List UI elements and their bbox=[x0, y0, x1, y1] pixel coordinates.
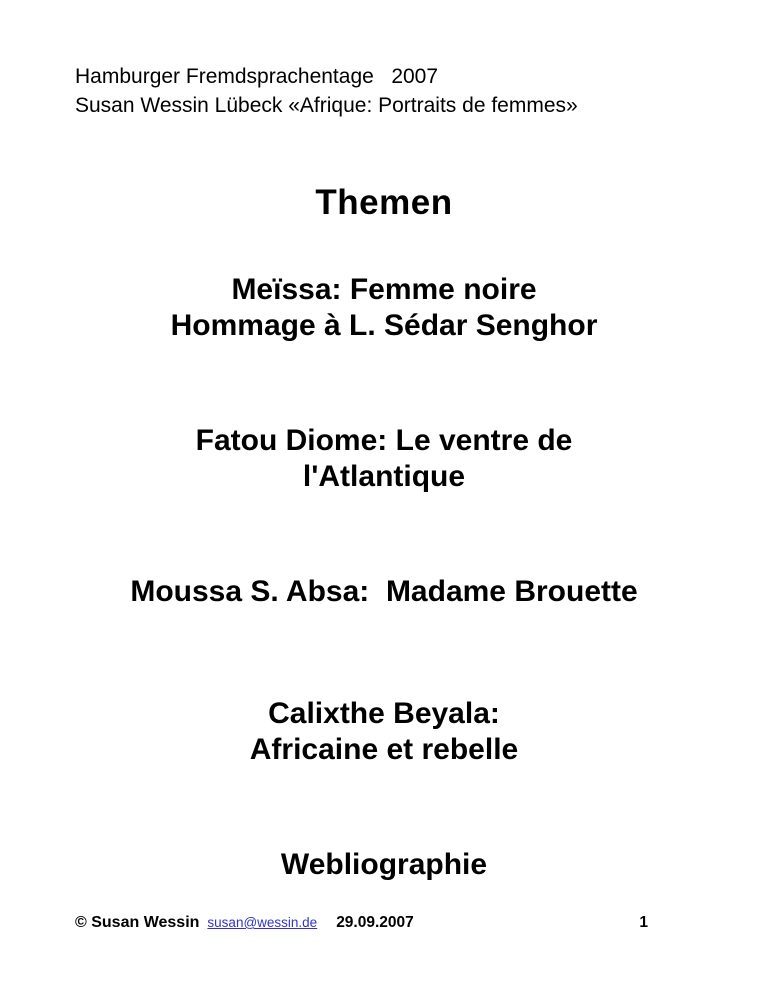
topic-line: Moussa S. Absa: Madame Brouette bbox=[130, 575, 638, 608]
footer-date: 29.09.2007 bbox=[336, 914, 414, 931]
topics-list bbox=[75, 272, 693, 883]
footer-left-group bbox=[75, 914, 414, 932]
topic-webliographie bbox=[75, 847, 693, 883]
topic-line: Fatou Diome: Le ventre de bbox=[195, 424, 573, 457]
header-line-event: Hamburger Fremdsprachentage 2007 bbox=[75, 65, 439, 88]
topic-line: Meïssa: Femme noire bbox=[231, 273, 537, 306]
topic-line: Hommage à L. Sédar Senghor bbox=[170, 309, 598, 342]
topic-line: l'Atlantique bbox=[302, 460, 466, 493]
topic-fatou bbox=[75, 423, 693, 495]
header-line-author: Susan Wessin Lübeck «Afrique: Portraits de femmes» bbox=[75, 94, 578, 117]
topic-meissa bbox=[75, 272, 693, 344]
topic-calixthe bbox=[75, 696, 693, 768]
topic-line: Calixthe Beyala: bbox=[268, 697, 500, 730]
topic-moussa bbox=[75, 574, 693, 610]
document-footer bbox=[75, 914, 693, 932]
topic-line: Africaine et rebelle bbox=[249, 733, 519, 766]
topic-line: Webliographie bbox=[280, 848, 488, 881]
copyright-text: © Susan Wessin bbox=[75, 914, 200, 931]
email-link[interactable]: susan@wessin.de bbox=[207, 915, 318, 930]
document-header bbox=[75, 0, 693, 120]
page-title: Themen bbox=[315, 183, 453, 222]
page-number: 1 bbox=[639, 914, 648, 931]
